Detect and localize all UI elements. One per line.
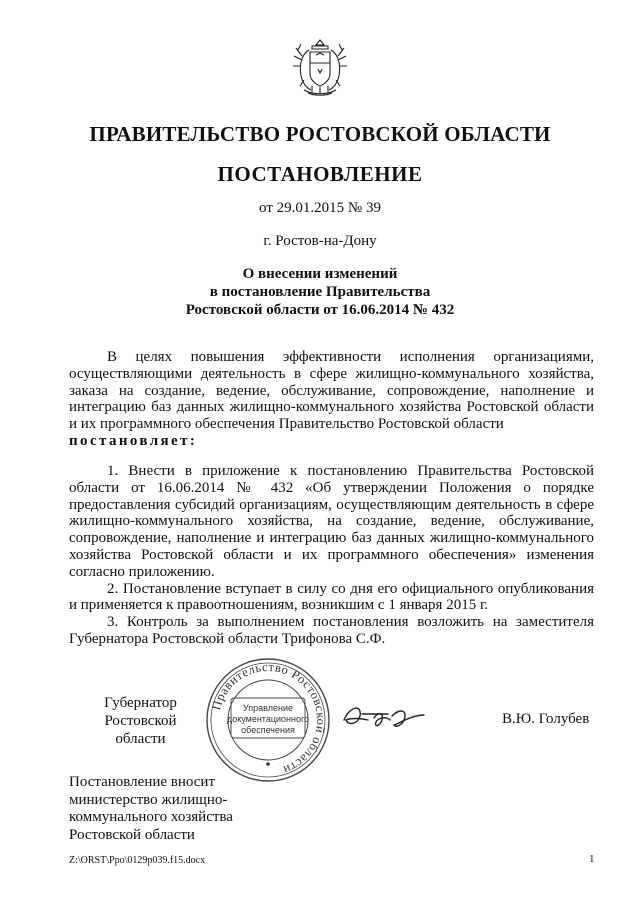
- signatory-name: В.Ю. Голубев: [502, 711, 590, 727]
- document-type-title: ПОСТАНОВЛЕНИЕ: [217, 162, 423, 186]
- subject-line-1: О внесении изменений: [242, 266, 398, 282]
- seal-inner-line-1: Управление: [242, 703, 294, 713]
- signatory-position: Губернатор Ростовской области: [104, 695, 177, 747]
- submitted-by: Постановление вносит министерство жилищно- коммунального хозяйства Ростовской области: [69, 774, 233, 843]
- preamble-text: В целях повышения эффективности исполнения организациями, осуществляющими деятельность в сфере жилищно-коммунального хозяйства, заказа на создание, ведение, обслуживание, сопровождение, наполнение и интеграцию баз данных жилищно-коммунального хозяйства Ростовской области и их программного обеспечения Правительство Ростовской области: [69, 349, 594, 433]
- item-1: 1. Внести в приложение к постановлению Правительства Ростовской области от 16.06.2014 № 432 «Об утверждении Положения о порядке предоставления субсидий организациям, осуществляющим деятельность в сфере жилищно-коммунального хозяйства, на создание, ведение, обслуживание, сопровождение, наполнение и интеграцию баз данных жилищно-коммунального хозяйства Ростовской области и их программного обеспечения» изменения согласно приложению.: [69, 463, 594, 580]
- official-seal: [203, 655, 333, 785]
- seal-ring-text: Правительство Ростовской области: [209, 659, 329, 778]
- operative-items: [69, 463, 594, 648]
- item-2: 2. Постановление вступает в силу со дня его официального опубликования и применяется к правоотношениям, возникшим с 1 января 2015 г.: [69, 580, 594, 614]
- date-and-number: от 29.01.2015 № 39: [259, 200, 381, 216]
- document-subject: [0, 265, 640, 319]
- coat-of-arms-icon: [290, 36, 350, 100]
- preamble: [69, 349, 594, 450]
- resolves-keyword: постановляет:: [69, 432, 198, 449]
- seal-inner-line-2: документационного: [226, 714, 310, 724]
- city-line: г. Ростов-на-Дону: [263, 233, 377, 249]
- page-number: 1: [589, 853, 595, 865]
- government-title: ПРАВИТЕЛЬСТВО РОСТОВСКОЙ ОБЛАСТИ: [89, 122, 551, 146]
- subject-line-2: в постановление Правительства: [209, 284, 431, 300]
- subject-line-3: Ростовской области от 16.06.2014 № 432: [185, 302, 455, 318]
- seal-inner-line-3: обеспечения: [241, 725, 295, 735]
- item-3: 3. Контроль за выполнением постановления возложить на заместителя Губернатора Ростовской области Трифонова С.Ф.: [69, 614, 594, 647]
- handwritten-signature: [340, 700, 440, 736]
- file-path: Z:\ORST\Ppo\0129p039.f15.docx: [69, 855, 206, 866]
